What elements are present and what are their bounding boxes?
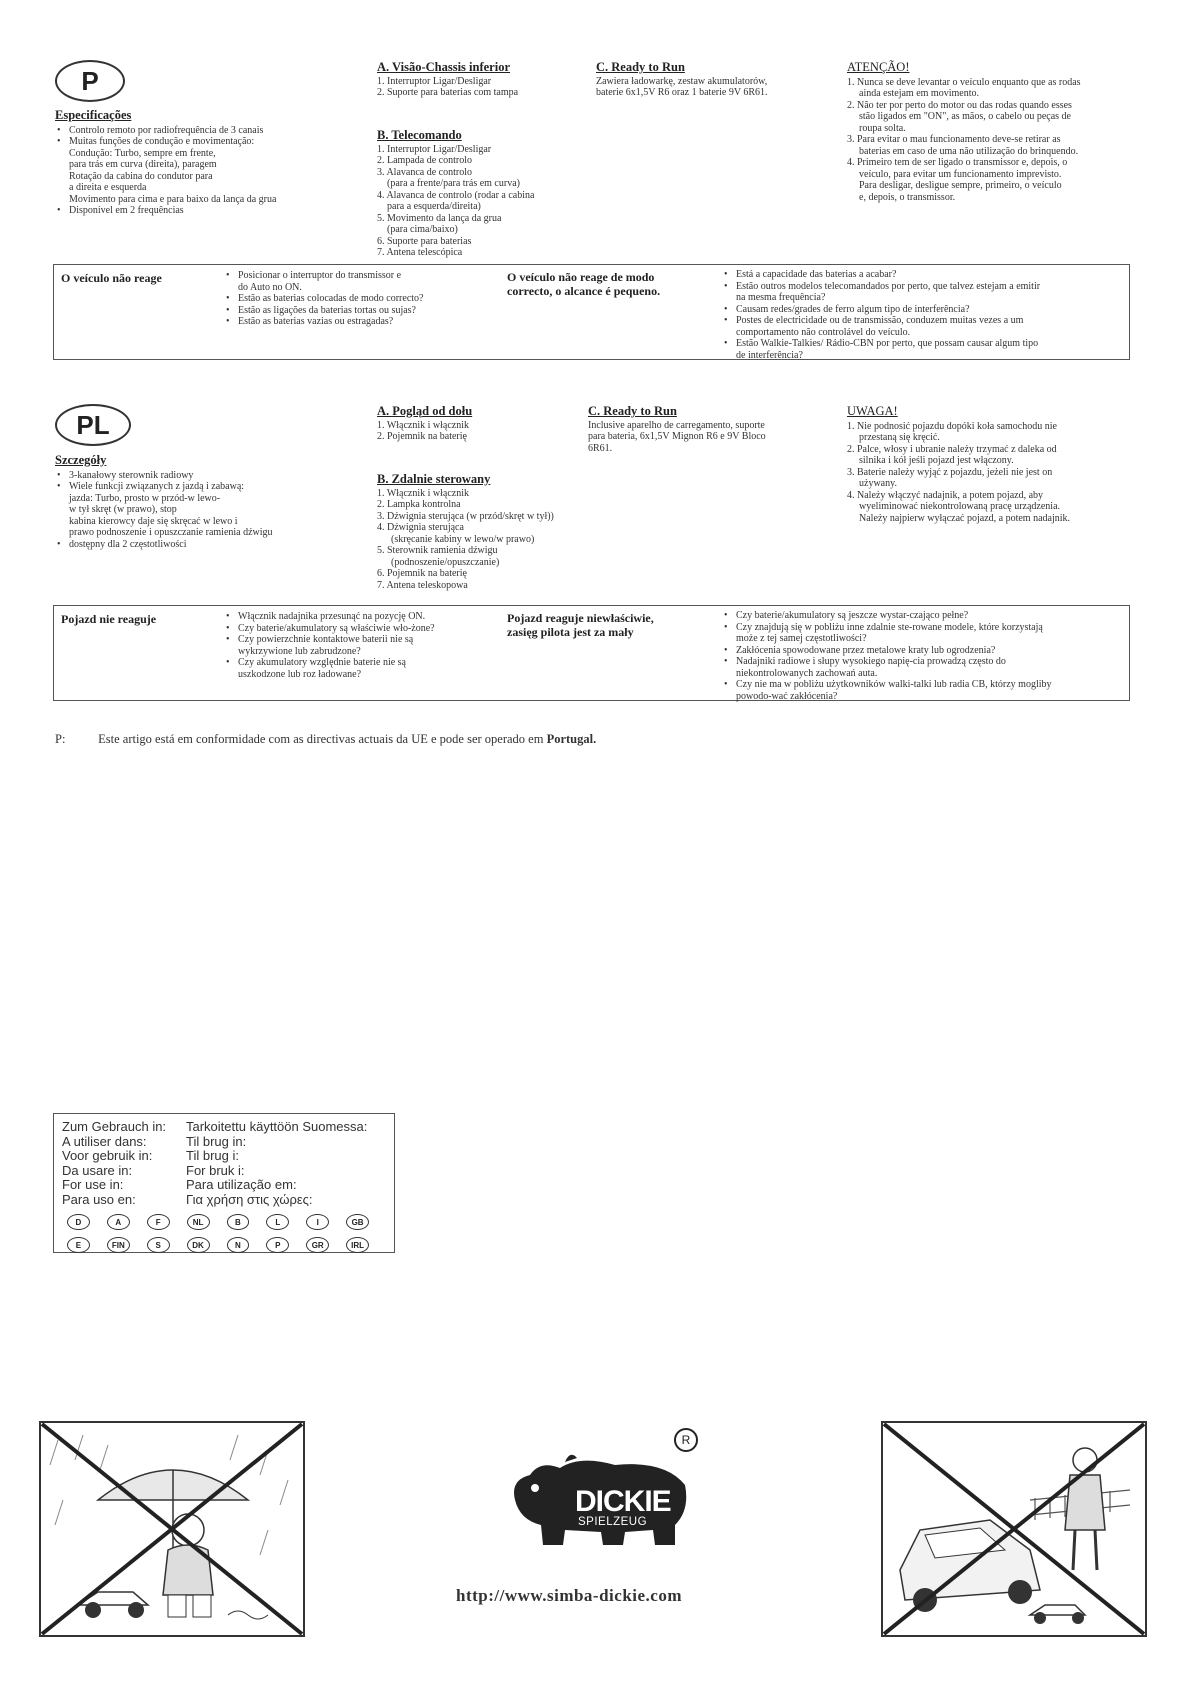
trouble-text: Postes de electricidade ou de transmissão, conduzem muitas vezes a um xyxy=(736,315,1024,326)
pl-ready-title: C. Ready to Run xyxy=(588,404,677,418)
usage-label: For use in: xyxy=(62,1177,124,1192)
usage-label: Voor gebruik in: xyxy=(62,1148,153,1163)
country-badge-icon: IRL xyxy=(346,1237,369,1253)
ready-line: 6R61. xyxy=(588,442,613,454)
list-item: 1. Włącznik i włącznik xyxy=(377,419,470,431)
spec-sub: para trás em curva (direita), paragem xyxy=(69,159,217,170)
list-item: (podnoszenie/opuszczanie) xyxy=(391,556,500,568)
country-badge-icon: DK xyxy=(187,1237,210,1253)
trouble-item xyxy=(224,634,524,657)
country-badge-icon: S xyxy=(147,1237,170,1253)
list-item: para a esquerda/direita) xyxy=(387,201,481,212)
no-street-pictogram-icon xyxy=(880,1420,1148,1638)
title-line: O veículo não reage de modo xyxy=(507,270,655,284)
spec-item: • Controlo remoto por radiofrequência de 3 canais xyxy=(55,125,345,137)
pl-trouble-left-list xyxy=(224,611,524,680)
spec-sub: Movimento para cima e para baixo da lança da grua xyxy=(69,193,277,205)
trouble-item xyxy=(722,656,1127,679)
pt-trouble-table xyxy=(53,264,1130,360)
usage-label: Da usare in: xyxy=(62,1162,133,1178)
spec-sub: Rotação da cabina do condutor para xyxy=(69,170,213,182)
title-line: zasięg pilota jest za mały xyxy=(507,625,634,639)
warning-line: wyeliminować niekontrolowaną pracę urządzenia. xyxy=(859,501,1061,512)
flags-row-1 xyxy=(67,1214,386,1230)
country-badge-icon: E xyxy=(67,1237,90,1253)
warning-line: roupa solta. xyxy=(859,122,906,134)
pl-warning-title: UWAGA! xyxy=(847,404,898,418)
conformity-text: Este artigo está em conformidade com as directivas actuais da UE e pode ser operado em xyxy=(98,732,547,746)
country-badge-icon: F xyxy=(147,1214,170,1230)
trouble-text: powodo-wać zakłócenia? xyxy=(736,690,838,702)
pt-trouble-right-list xyxy=(722,269,1127,361)
pl-spec-title: Szczegóły xyxy=(55,453,107,467)
brand-sub: SPIELZEUG xyxy=(578,1516,648,1528)
trouble-item: • Czy baterie/akumulatory są właściwie wło-żone? xyxy=(224,623,524,635)
ready-line: Inclusive aparelho de carregamento, suporte xyxy=(588,419,765,431)
spec-sub: w tył skręt (w prawo), stop xyxy=(69,504,177,515)
usage-label: A utiliser dans: xyxy=(62,1133,147,1149)
lang-code: P xyxy=(81,65,99,96)
trouble-item xyxy=(224,270,544,293)
warning-line: używany. xyxy=(859,478,897,489)
country-badge-icon: NL xyxy=(187,1214,210,1230)
pl-trouble-right-list xyxy=(722,610,1127,702)
pl-chassis xyxy=(377,406,577,443)
pt-ready-title: C. Ready to Run xyxy=(596,60,685,74)
flags-row-2 xyxy=(67,1237,386,1253)
lang-badge-pt xyxy=(55,60,125,102)
spec-sub: a direita e esquerda xyxy=(69,182,147,193)
pl-remote xyxy=(377,474,617,591)
usage-right-col xyxy=(186,1120,367,1207)
conformity-country: Portugal. xyxy=(546,732,597,746)
warning-line: 1. Nunca se deve levantar o veículo enquanto que as rodas xyxy=(847,76,1081,88)
spec-item-text: Muitas funções de condução e movimentação: xyxy=(69,136,255,147)
warning-line: 3. Para evitar o mau funcionamento deve-se retirar as xyxy=(847,134,1061,145)
spec-item-text: Wiele funkcji związanych z jazdą i zabawą: xyxy=(69,481,245,492)
warning-line: 2. Não ter por perto do motor ou das rodas quando esses xyxy=(847,99,1072,111)
spec-item xyxy=(55,136,345,205)
country-badge-icon: GR xyxy=(306,1237,329,1253)
country-badge-icon: N xyxy=(227,1237,250,1253)
ready-line: Zawiera ładowarkę, zestaw akumulatorów, xyxy=(596,75,768,87)
trouble-text: Estão outros modelos telecomandados por perto, que talvez estejam a emitir xyxy=(736,280,1041,292)
spec-sub: kabina kierowcy daje się skręcać w lewo i xyxy=(69,515,238,527)
trouble-item: • Czy baterie/akumulatory są jeszcze wystar-czająco pełne? xyxy=(722,610,1127,622)
list-item: 4. Alavanca de controlo (rodar a cabina xyxy=(377,189,535,201)
trouble-item xyxy=(224,657,524,680)
usage-label: Til brug in: xyxy=(186,1133,247,1149)
spec-item: • dostępny dla 2 częstotliwości xyxy=(55,539,345,551)
pl-chassis-title: A. Pogląd od dołu xyxy=(377,404,473,418)
pl-trouble-right-title xyxy=(507,611,654,639)
pt-trouble-left-title: O veículo não reage xyxy=(61,271,162,285)
trouble-text: Posicionar o interruptor do transmissor e xyxy=(238,270,402,281)
list-item: 5. Sterownik ramienia dźwigu xyxy=(377,545,498,556)
list-item: 5. Movimento da lança da grua xyxy=(377,212,502,224)
trouble-item: • Estão as baterias vazias ou estragadas? xyxy=(224,316,544,328)
pt-warning xyxy=(847,62,1127,203)
pt-ready xyxy=(596,62,816,99)
pl-spec xyxy=(55,455,345,550)
list-item: 7. Antena telescópica xyxy=(377,247,463,258)
list-item: 6. Suporte para baterias xyxy=(377,235,472,247)
trouble-text: uszkodzone lub roz ładowane? xyxy=(238,668,362,680)
pl-trouble-table xyxy=(53,605,1130,701)
website-link[interactable]: http://www.simba-dickie.com xyxy=(456,1586,682,1605)
pt-remote xyxy=(377,130,597,259)
conformity-prefix: P: xyxy=(55,732,66,746)
warning-line: 1. Nie podnosić pojazdu dopóki koła samochodu nie xyxy=(847,420,1057,432)
pl-trouble-left-title: Pojazd nie reaguje xyxy=(61,612,157,626)
dickie-logo xyxy=(505,1440,695,1550)
usage-label: Para uso en: xyxy=(62,1191,136,1207)
list-item: 7. Antena teleskopowa xyxy=(377,579,468,591)
title-line: Pojazd reaguje niewłaściwie, xyxy=(507,611,654,625)
trouble-item: • Estão as baterias colocadas de modo correcto? xyxy=(224,293,544,305)
pt-spec-title: Especificações xyxy=(55,108,132,122)
title-line: correcto, o alcance é pequeno. xyxy=(507,284,661,298)
trouble-item xyxy=(722,315,1127,338)
trouble-item: • Está a capacidade das baterias a acabar? xyxy=(722,269,1127,281)
country-badge-icon: D xyxy=(67,1214,90,1230)
usage-label: Για χρήση στις χώρες: xyxy=(186,1191,313,1207)
no-rain-pictogram-icon xyxy=(38,1420,306,1638)
country-badge-icon: I xyxy=(306,1214,329,1230)
pt-chassis xyxy=(377,62,577,99)
pt-warning-title: ATENÇÃO! xyxy=(847,60,910,74)
trouble-item xyxy=(722,622,1127,645)
list-item: 2. Lampka kontrolna xyxy=(377,499,461,510)
trouble-text: do Auto no ON. xyxy=(238,281,302,293)
warning-line: silnika i kół jeśli pojazd jest włączony. xyxy=(859,455,1014,466)
ready-line: para bateria, 6x1,5V Mignon R6 e 9V Bloco xyxy=(588,431,766,442)
trouble-text: comportamento não controlável do veículo. xyxy=(736,326,911,338)
trouble-item: • Zakłócenia spowodowane przez metalowe kraty lub ogrodzenia? xyxy=(722,645,1127,657)
pt-trouble-left-list xyxy=(224,270,544,328)
trouble-text: de interferência? xyxy=(736,349,803,361)
trouble-item: • Estão as ligações da baterias tortas ou sujas? xyxy=(224,305,544,317)
warning-line: baterias em caso de uma não utilização do brinquendo. xyxy=(859,145,1079,157)
usage-label: Til brug i: xyxy=(186,1148,239,1163)
list-item: 3. Alavanca de controlo xyxy=(377,166,472,178)
pt-remote-title: B. Telecomando xyxy=(377,128,462,142)
trouble-text: Czy nie ma w pobliżu użytkowników walki-talki lub radia CB, którzy mogliby xyxy=(736,679,1052,690)
trouble-item xyxy=(722,679,1127,702)
warning-line: e, depois, o transmissor. xyxy=(859,191,956,203)
list-item: (skręcanie kabiny w lewo/w prawo) xyxy=(391,533,535,545)
trouble-text: może z tej samej częstotliwości? xyxy=(736,633,867,644)
spec-item: • Disponível em 2 frequências xyxy=(55,205,345,217)
trouble-text: Nadajniki radiowe i słupy wysokiego napię-cia prowadzą często do xyxy=(736,656,1006,667)
usage-left-col xyxy=(62,1120,186,1207)
trouble-text: niekontrolowanych zachowań auta. xyxy=(736,667,878,679)
trouble-text: Czy akumulatory względnie baterie nie są xyxy=(238,657,406,668)
country-badge-icon: FIN xyxy=(107,1237,130,1253)
ready-line: baterie 6x1,5V R6 oraz 1 baterie 9V 6R61. xyxy=(596,87,768,98)
spec-sub: Condução: Turbo, sempre em frente, xyxy=(69,147,216,159)
usage-label: Tarkoitettu käyttöön Suomessa: xyxy=(186,1119,368,1134)
warning-line: 3. Baterie należy wyjąć z pojazdu, jeżeli nie jest on xyxy=(847,466,1053,478)
pl-remote-title: B. Zdalnie sterowany xyxy=(377,472,491,486)
lang-code: PL xyxy=(76,409,110,440)
usage-label: Zum Gebrauch in: xyxy=(62,1119,167,1134)
country-badge-icon: B xyxy=(227,1214,250,1230)
pt-spec xyxy=(55,110,345,217)
spec-sub: jazda: Turbo, prosto w przód-w lewo- xyxy=(69,492,221,504)
warning-line: Należy najpierw wyłączać pojazd, a potem nadajnik. xyxy=(859,512,1071,524)
country-badge-icon: P xyxy=(266,1237,289,1253)
usage-label: Para utilização em: xyxy=(186,1177,297,1192)
pl-ready xyxy=(588,406,808,454)
list-item: 1. Interruptor Ligar/Desligar xyxy=(377,143,492,155)
list-item: (para cima/baixo) xyxy=(387,224,458,235)
list-item: 1. Włącznik i włącznik xyxy=(377,487,470,499)
pt-chassis-title: A. Visão-Chassis inferior xyxy=(377,60,510,74)
trouble-text: wykrzywione lub zabrudzone? xyxy=(238,645,361,657)
pt-trouble-right-title xyxy=(507,270,660,298)
country-badge-icon: A xyxy=(107,1214,130,1230)
warning-line: 4. Należy włączyć nadajnik, a potem pojazd, aby xyxy=(847,489,1044,501)
warning-line: 2. Palce, włosy i ubranie należy trzymać z daleka od xyxy=(847,443,1057,455)
list-item: 4. Dźwignia sterująca xyxy=(377,522,464,533)
list-item: 6. Pojemnik na baterię xyxy=(377,568,467,579)
warning-line: stão ligados em "ON", as mãos, o cabelo ou peças de xyxy=(859,111,1071,122)
usage-countries-box xyxy=(53,1113,395,1253)
pl-warning xyxy=(847,406,1127,524)
list-item: 3. Dźwignia sterująca (w przód/skręt w tył)) xyxy=(377,510,554,522)
country-badge-icon: L xyxy=(266,1214,289,1230)
conformity-statement xyxy=(55,732,596,747)
spec-item: • 3-kanałowy sterownik radiowy xyxy=(55,470,345,482)
warning-line: przestaną się kręcić. xyxy=(859,432,940,443)
spec-sub: prawo podnoszenie i opuszczanie ramienia dźwigu xyxy=(69,527,273,538)
list-item: 1. Interruptor Ligar/Desligar xyxy=(377,75,492,87)
warning-line: ainda estejam em movimento. xyxy=(859,88,979,99)
trouble-item: • Włącznik nadajnika przesunąć na pozycję ON. xyxy=(224,611,524,623)
lang-badge-pl xyxy=(55,404,131,446)
list-item: (para a frente/para trás em curva) xyxy=(387,178,520,189)
spec-item xyxy=(55,481,345,539)
warning-line: veículo, para evitar um funcionamento imprevisto. xyxy=(859,168,1062,180)
trouble-text: na mesma frequência? xyxy=(736,292,826,303)
usage-label: For bruk i: xyxy=(186,1162,245,1178)
list-item: 2. Lampada de controlo xyxy=(377,155,472,166)
trouble-item: • Causam redes/grades de ferro algum tipo de interferência? xyxy=(722,304,1127,316)
registered-mark xyxy=(674,1428,698,1452)
registered-text: R xyxy=(681,1433,691,1447)
list-item: 2. Suporte para baterias com tampa xyxy=(377,87,519,98)
country-badge-icon: GB xyxy=(346,1214,369,1230)
trouble-item xyxy=(722,338,1127,361)
trouble-item xyxy=(722,281,1127,304)
list-item: 2. Pojemnik na baterię xyxy=(377,431,467,442)
warning-line: 4. Primeiro tem de ser ligado o transmissor e, depois, o xyxy=(847,157,1068,168)
warning-line: Para desligar, desligue sempre, primeiro, o veículo xyxy=(859,180,1062,191)
brand-name: DICKIE xyxy=(575,1485,671,1518)
trouble-text: Estão Walkie-Talkies/ Rádio-CBN por perto, que possam causar algum tipo xyxy=(736,338,1039,349)
trouble-text: Czy znajdują się w pobliżu inne zdalnie ste-rowane modele, które korzystają xyxy=(736,621,1043,633)
trouble-text: Czy powierzchnie kontaktowe baterii nie są xyxy=(238,634,414,645)
